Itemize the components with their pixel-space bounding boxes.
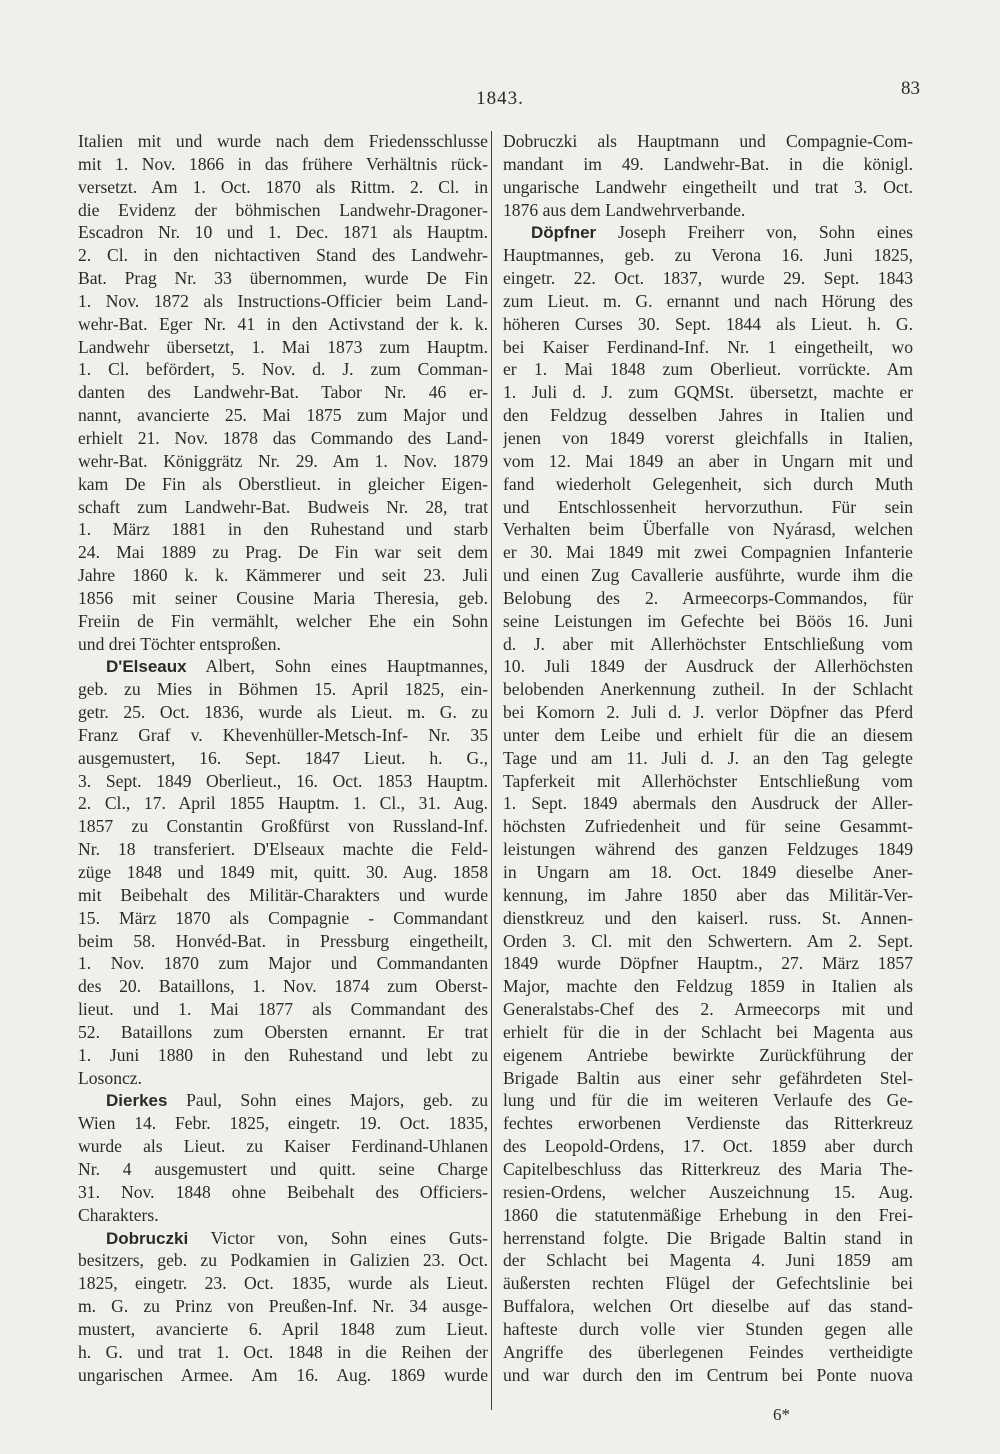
- text-line: [503, 1272, 913, 1295]
- right-column: [503, 130, 913, 1386]
- text-line: [78, 792, 488, 815]
- entry-name: Dobruczki: [106, 1228, 189, 1248]
- line-text: den Feldzug desselben Jahres in Italien und: [503, 405, 913, 426]
- line-text: Tage und am 11. Juli d. J. an den Tag gelegte: [503, 747, 913, 768]
- line-text: 15. März 1870 als Compagnie - Commandant: [78, 907, 488, 928]
- left-column: [78, 130, 488, 1386]
- text-line: [503, 1021, 913, 1044]
- line-text: belobenden Anerkennung zutheil. In der Schlacht: [503, 679, 913, 700]
- text-line: [503, 792, 913, 815]
- line-text: wehr-Bat. Königgrätz Nr. 29. Am 1. Nov. 1879: [78, 450, 488, 471]
- text-line: [503, 998, 913, 1021]
- text-line: [503, 1089, 913, 1112]
- text-line: [503, 655, 913, 678]
- text-line: [78, 1112, 488, 1135]
- text-line: [503, 130, 913, 153]
- line-text: mit 1. Nov. 1866 in das frühere Verhältnis rück-: [78, 153, 488, 174]
- line-text: beim 58. Honvéd-Bat. in Pressburg eingetheilt,: [78, 930, 488, 951]
- column-rule: [491, 131, 492, 1410]
- line-text: h. G. und trat 1. Oct. 1848 in die Reihen der: [78, 1341, 488, 1362]
- text-line: [503, 838, 913, 861]
- text-line: [503, 975, 913, 998]
- text-line: [78, 313, 488, 336]
- text-line: [503, 1204, 913, 1227]
- text-line: [503, 1318, 913, 1341]
- line-text: lieut. und 1. Mai 1877 als Commandant des: [78, 999, 488, 1020]
- text-line: [78, 290, 488, 313]
- text-line: [78, 336, 488, 359]
- line-text: Freiin de Fin vermählt, welcher Ehe ein Sohn: [78, 610, 488, 631]
- line-text: mit Beibehalt des Militär-Charakters und wurde: [78, 884, 488, 905]
- text-line: [503, 907, 913, 930]
- line-text: 10. Juli 1849 der Ausdruck der Allerhöchsten: [503, 656, 913, 677]
- text-line: [503, 1112, 913, 1135]
- line-text: und drei Töchter entsproßen.: [78, 633, 281, 654]
- line-text: 2. Cl. in den nichtactiven Stand des Landwehr-: [78, 245, 488, 266]
- text-line: [503, 610, 913, 633]
- text-line: [503, 336, 913, 359]
- text-line: [503, 930, 913, 953]
- text-line: [78, 1318, 488, 1341]
- line-text: die Evidenz der böhmischen Landwehr-Dragoner-: [78, 199, 488, 220]
- text-line: [78, 655, 488, 678]
- line-text: des Leopold-Ordens, 17. Oct. 1859 aber durch: [503, 1136, 913, 1157]
- text-line: [503, 747, 913, 770]
- text-line: [78, 427, 488, 450]
- text-line: [78, 907, 488, 930]
- text-line: [78, 610, 488, 633]
- text-line: [503, 1295, 913, 1318]
- text-line: [78, 176, 488, 199]
- text-line: [78, 1204, 488, 1227]
- line-text: ausgemustert, 16. Sept. 1847 Lieut. h. G.,: [78, 747, 488, 768]
- text-line: [78, 358, 488, 381]
- text-line: [78, 815, 488, 838]
- text-line: [78, 930, 488, 953]
- text-line: [503, 541, 913, 564]
- text-line: [78, 153, 488, 176]
- text-line: [503, 861, 913, 884]
- text-line: [78, 838, 488, 861]
- text-line: [78, 587, 488, 610]
- line-text: geb. zu Mies in Böhmen 15. April 1825, ein-: [78, 679, 488, 700]
- line-text: unter dem Leibe und erhielt für die an diesem: [503, 724, 913, 745]
- line-text: hafteste durch volle vier Stunden gegen alle: [503, 1318, 913, 1339]
- text-line: [503, 313, 913, 336]
- text-line: [78, 473, 488, 496]
- line-text: Italien mit und wurde nach dem Friedensschlusse: [78, 131, 488, 151]
- entry-name: D'Elseaux: [106, 657, 187, 677]
- text-line: [78, 998, 488, 1021]
- text-line: [78, 1272, 488, 1295]
- line-text: des 20. Bataillons, 1. Nov. 1874 zum Oberst-: [78, 976, 488, 997]
- text-line: [78, 1181, 488, 1204]
- line-text: Orden 3. Cl. mit den Schwertern. Am 2. Sept.: [503, 930, 913, 951]
- text-line: [78, 130, 488, 153]
- text-line: [78, 975, 488, 998]
- text-line: [503, 884, 913, 907]
- text-line: [78, 450, 488, 473]
- line-text: Nr. 18 transferiert. D'Elseaux machte die Feld-: [78, 839, 488, 860]
- text-line: [78, 1227, 488, 1250]
- line-text: versetzt. Am 1. Oct. 1870 als Rittm. 2. Cl. in: [78, 176, 488, 197]
- line-text: Brigade Baltin aus einer sehr gefährdeten Stel-: [503, 1067, 913, 1088]
- line-text: 1. Juni 1880 in den Ruhestand und lebt zu: [78, 1044, 488, 1065]
- line-text: erhielt für die in der Schlacht bei Magenta aus: [503, 1021, 913, 1042]
- text-line: [503, 518, 913, 541]
- line-text: 1849 wurde Döpfner Hauptm., 27. März 1857: [503, 953, 913, 974]
- text-line: [78, 1135, 488, 1158]
- line-text: Albert, Sohn eines Hauptmannes,: [186, 656, 488, 677]
- page-number: 83: [901, 78, 920, 99]
- line-text: ungarischen Armee. Am 16. Aug. 1869 wurde: [78, 1364, 488, 1385]
- text-line: [78, 496, 488, 519]
- entry-name: Döpfner: [531, 223, 597, 243]
- text-line: [78, 770, 488, 793]
- signature-mark: 6*: [773, 1405, 790, 1424]
- line-text: Charakters.: [78, 1204, 159, 1225]
- line-text: Bat. Prag Nr. 33 übernommen, wurde De Fin: [78, 268, 488, 289]
- line-text: seine Leistungen im Gefechte bei Böös 16. Juni: [503, 610, 913, 631]
- line-text: lung und für die im weiteren Verlaufe des Ge-: [503, 1090, 913, 1111]
- text-line: [78, 381, 488, 404]
- text-line: [78, 1158, 488, 1181]
- text-line: [78, 1089, 488, 1112]
- line-text: 1. Sept. 1849 abermals den Ausdruck der Aller-: [503, 793, 913, 814]
- text-line: [503, 1067, 913, 1090]
- line-text: bei Komorn 2. Juli d. J. verlor Döpfner das Pferd: [503, 702, 913, 723]
- line-text: 1. Juli d. J. zum GQMSt. übersetzt, machte er: [503, 382, 913, 403]
- line-text: 1860 die statutenmäßige Erhebung in den Frei-: [503, 1204, 913, 1225]
- text-line: [503, 221, 913, 244]
- text-line: [503, 587, 913, 610]
- line-text: fechtes erworbenen Verdienste das Ritterkreuz: [503, 1113, 913, 1134]
- text-line: [503, 1227, 913, 1250]
- text-line: [78, 518, 488, 541]
- text-line: [503, 1364, 913, 1387]
- line-text: leistungen während des ganzen Feldzuges 1849: [503, 839, 913, 860]
- text-line: [503, 1158, 913, 1181]
- line-text: erhielt 21. Nov. 1878 das Commando des Land-: [78, 427, 488, 448]
- line-text: Escadron Nr. 10 und 1. Dec. 1871 als Hauptm.: [78, 222, 488, 243]
- line-text: äußersten rechten Flügel der Gefechtslinie bei: [503, 1273, 913, 1294]
- text-line: [503, 199, 913, 222]
- line-text: resien-Ordens, welcher Auszeichnung 15. Aug.: [503, 1181, 913, 1202]
- line-text: 1. Nov. 1872 als Instructions-Officier beim Land-: [78, 290, 488, 311]
- text-line: [78, 1044, 488, 1067]
- line-text: Joseph Freiherr von, Sohn eines: [596, 222, 913, 243]
- text-line: [503, 176, 913, 199]
- line-text: 1. Nov. 1870 zum Major und Commandanten: [78, 953, 488, 974]
- line-text: mandant im 49. Landwehr-Bat. in die königl.: [503, 153, 913, 174]
- text-line: [78, 1364, 488, 1387]
- text-line: [78, 1341, 488, 1364]
- line-text: 1876 aus dem Landwehrverbande.: [503, 199, 746, 220]
- text-line: [503, 267, 913, 290]
- line-text: Jahre 1860 k. k. Kämmerer und seit 23. Juli: [78, 565, 488, 586]
- line-text: 1825, eingetr. 23. Oct. 1835, wurde als Lieut.: [78, 1273, 488, 1294]
- text-line: [78, 724, 488, 747]
- text-line: [78, 633, 488, 656]
- line-text: und Entschlossenheit hervorzuthun. Für sein: [503, 496, 913, 517]
- line-text: Buffalora, welchen Ort dieselbe auf das stand-: [503, 1296, 913, 1317]
- line-text: 1857 zu Constantin Großfürst von Russland-Inf.: [78, 816, 488, 837]
- text-line: [503, 701, 913, 724]
- text-line: [503, 427, 913, 450]
- text-line: [503, 815, 913, 838]
- text-line: [78, 952, 488, 975]
- line-text: fand wiederholt Gelegenheit, sich durch Muth: [503, 473, 913, 494]
- text-line: [78, 564, 488, 587]
- text-line: [78, 221, 488, 244]
- text-line: [78, 1249, 488, 1272]
- line-text: danten des Landwehr-Bat. Tabor Nr. 46 er-: [78, 382, 488, 403]
- line-text: Belobung des 2. Armeecorps-Commandos, für: [503, 587, 913, 608]
- line-text: 2. Cl., 17. April 1855 Hauptm. 1. Cl., 31. Aug.: [78, 793, 488, 814]
- line-text: besitzers, geb. zu Podkamien in Galizien 23. Oct.: [78, 1250, 488, 1271]
- line-text: Tapferkeit mit Allerhöchster Entschließung vom: [503, 770, 913, 791]
- line-text: Generalstabs-Chef des 2. Armeecorps mit und: [503, 999, 913, 1020]
- line-text: er 30. Mai 1849 mit zwei Compagnien Infanterie: [503, 542, 913, 563]
- line-text: wehr-Bat. Eger Nr. 41 in den Activstand der k. k.: [78, 313, 488, 334]
- line-text: Angriffe des überlegenen Feindes vertheidigte: [503, 1341, 913, 1362]
- line-text: eigenem Antriebe bewirkte Zurückführung der: [503, 1044, 913, 1065]
- line-text: 1856 mit seiner Cousine Maria Theresia, geb.: [78, 587, 488, 608]
- line-text: Paul, Sohn eines Majors, geb. zu: [167, 1090, 488, 1111]
- text-line: [78, 1067, 488, 1090]
- text-line: [503, 678, 913, 701]
- text-line: [503, 450, 913, 473]
- line-text: bei Kaiser Ferdinand-Inf. Nr. 1 eingetheilt, wo: [503, 336, 913, 357]
- line-text: Landwehr übersetzt, 1. Mai 1873 zum Hauptm.: [78, 336, 488, 357]
- text-line: [503, 290, 913, 313]
- text-line: [503, 952, 913, 975]
- line-text: ungarische Landwehr eingetheilt und trat 3. Oct.: [503, 176, 913, 197]
- line-text: m. G. zu Prinz von Preußen-Inf. Nr. 34 ausge-: [78, 1296, 488, 1317]
- line-text: Nr. 4 ausgemustert und quitt. seine Charge: [78, 1158, 488, 1179]
- line-text: zum Lieut. m. G. ernannt und nach Hörung des: [503, 290, 913, 311]
- line-text: züge 1848 und 1849 mit, quitt. 30. Aug. 1858: [78, 862, 488, 882]
- line-text: kennung, im Jahre 1850 aber das Militär-Ver-: [503, 884, 913, 905]
- line-text: 24. Mai 1889 zu Prag. De Fin war seit dem: [78, 542, 488, 563]
- line-text: der Schlacht bei Magenta 4. Juni 1859 am: [503, 1250, 913, 1271]
- line-text: 1. März 1881 in den Ruhestand und starb: [78, 519, 488, 540]
- text-line: [503, 381, 913, 404]
- line-text: 3. Sept. 1849 Oberlieut., 16. Oct. 1853 Hauptm.: [78, 770, 488, 791]
- line-text: d. J. aber mit Allerhöchster Entschließung vom: [503, 633, 913, 654]
- text-line: [503, 564, 913, 587]
- line-text: höchsten Zufriedenheit und für seine Gesammt-: [503, 816, 913, 837]
- text-line: [503, 1044, 913, 1067]
- text-line: [78, 1295, 488, 1318]
- line-text: wurde als Lieut. zu Kaiser Ferdinand-Uhlanen: [78, 1136, 488, 1157]
- line-text: eingetr. 22. Oct. 1837, wurde 29. Sept. 1843: [503, 268, 913, 289]
- line-text: Losoncz.: [78, 1067, 143, 1088]
- line-text: und war durch den im Centrum bei Ponte nuova: [503, 1364, 913, 1385]
- text-line: [78, 199, 488, 222]
- text-line: [503, 633, 913, 656]
- line-text: dienstkreuz und den kaiserl. russ. St. Annen-: [503, 907, 913, 928]
- line-text: herrenstand folgte. Die Brigade Baltin stand in: [503, 1227, 913, 1248]
- running-head-year: 1843.: [476, 88, 524, 109]
- line-text: Capitelbeschluss das Ritterkreuz des Maria The-: [503, 1158, 913, 1179]
- line-text: Victor von, Sohn eines Guts-: [188, 1227, 488, 1248]
- text-line: [78, 404, 488, 427]
- line-text: jenen von 1849 vorerst gleichfalls in Italien,: [503, 427, 913, 448]
- line-text: 31. Nov. 1848 ohne Beibehalt des Officiers-: [78, 1181, 488, 1202]
- text-line: [503, 724, 913, 747]
- text-line: [503, 244, 913, 267]
- text-line: [78, 861, 488, 884]
- line-text: Franz Graf v. Khevenhüller-Metsch-Inf- Nr. 35: [78, 724, 488, 745]
- text-line: [503, 473, 913, 496]
- text-line: [78, 541, 488, 564]
- text-line: [78, 267, 488, 290]
- line-text: Verhalten beim Überfalle von Nyárasd, welchen: [503, 519, 913, 540]
- line-text: mustert, avancierte 6. April 1848 zum Lieut.: [78, 1318, 488, 1339]
- text-line: [503, 496, 913, 519]
- entry-name: Dierkes: [106, 1091, 168, 1111]
- line-text: schaft zum Landwehr-Bat. Budweis Nr. 28, trat: [78, 496, 488, 517]
- text-line: [503, 1135, 913, 1158]
- line-text: 52. Bataillons zum Obersten ernannt. Er trat: [78, 1021, 488, 1042]
- text-line: [503, 1181, 913, 1204]
- text-line: [78, 678, 488, 701]
- text-line: [503, 770, 913, 793]
- text-line: [78, 747, 488, 770]
- line-text: 1. Cl. befördert, 5. Nov. d. J. zum Comman-: [78, 359, 488, 380]
- text-line: [503, 1249, 913, 1272]
- line-text: höheren Curses 30. Sept. 1844 als Lieut. h. G.: [503, 313, 913, 334]
- text-line: [78, 701, 488, 724]
- text-line: [78, 884, 488, 907]
- line-text: vom 12. Mai 1849 an aber in Ungarn mit und: [503, 450, 913, 471]
- line-text: Major, machte den Feldzug 1859 in Italien als: [503, 976, 913, 997]
- line-text: er 1. Mai 1848 zum Oberlieut. vorrückte. Am: [503, 359, 913, 380]
- text-line: [503, 404, 913, 427]
- line-text: und einen Zug Cavallerie ausführte, wurde ihm die: [503, 565, 913, 586]
- text-line: [503, 358, 913, 381]
- line-text: Dobruczki als Hauptmann und Compagnie-Com-: [503, 131, 913, 151]
- text-line: [78, 244, 488, 267]
- line-text: in Ungarn am 18. Oct. 1849 dieselbe Aner-: [503, 862, 913, 882]
- text-line: [78, 1021, 488, 1044]
- text-line: [503, 1341, 913, 1364]
- text-line: [503, 153, 913, 176]
- line-text: Wien 14. Febr. 1825, eingetr. 19. Oct. 1835,: [78, 1113, 488, 1134]
- line-text: getr. 25. Oct. 1836, wurde als Lieut. m. G. zu: [78, 702, 488, 723]
- line-text: nannt, avancierte 25. Mai 1875 zum Major und: [78, 405, 488, 426]
- line-text: Hauptmannes, geb. zu Verona 16. Juni 1825,: [503, 245, 913, 266]
- line-text: kam De Fin als Oberstlieut. in gleicher Eigen-: [78, 473, 488, 494]
